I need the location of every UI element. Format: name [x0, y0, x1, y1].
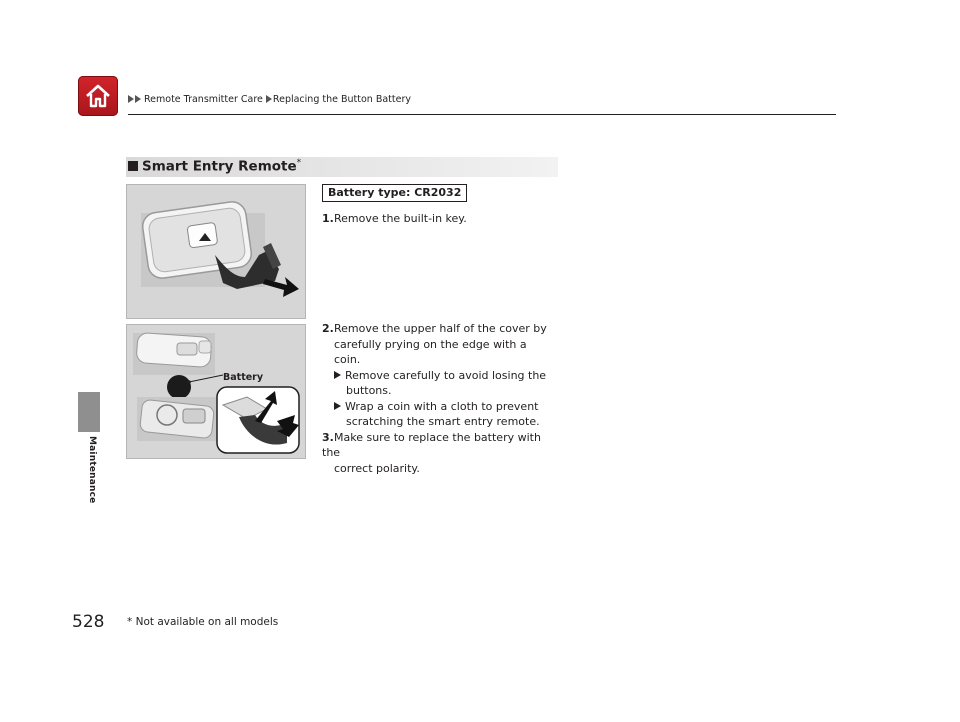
page-number: 528: [72, 612, 105, 632]
remove-key-illustration: [126, 184, 306, 319]
breadcrumb-arrow-icon: [128, 95, 134, 103]
battery-type-box: Battery type: CR2032: [322, 184, 467, 202]
square-bullet-icon: [128, 161, 138, 171]
battery-callout-label: Battery: [223, 372, 264, 383]
step-text: carefully prying on the edge with a coin.: [334, 337, 527, 366]
step-number: 2.: [322, 322, 334, 335]
step-number: 1.: [322, 212, 334, 225]
section-title-text: Smart Entry Remote: [142, 158, 297, 175]
open-cover-illustration: [126, 324, 306, 459]
step-2: [322, 321, 552, 476]
chapter-label: Maintenance: [87, 436, 97, 504]
breadcrumb-arrow-icon: [135, 95, 141, 103]
step-3: [322, 430, 552, 461]
chapter-tab[interactable]: [78, 392, 100, 432]
breadcrumb-arrow-icon: [266, 95, 272, 103]
note-text: buttons.: [346, 384, 392, 397]
note-arrow-icon: [334, 402, 341, 410]
step-text: Make sure to replace the battery with the: [322, 430, 541, 459]
breadcrumb-item-replacing-battery[interactable]: Replacing the Button Battery: [272, 94, 411, 105]
step-note: [322, 368, 552, 399]
step-text: Remove the built-in key.: [334, 212, 467, 225]
breadcrumb-item-remote-transmitter-care[interactable]: Remote Transmitter Care: [144, 94, 263, 105]
note-text: scratching the smart entry remote.: [346, 415, 540, 428]
step-1: [322, 211, 552, 227]
breadcrumb: [128, 94, 411, 105]
note-arrow-icon: [334, 371, 341, 379]
home-button[interactable]: [78, 76, 118, 116]
header-rule: [128, 114, 836, 115]
step-number: 3.: [322, 430, 334, 444]
footnote-marker[interactable]: *: [296, 158, 302, 168]
note-text: Remove carefully to avoid losing the: [345, 368, 547, 382]
note-text: Wrap a coin with a cloth to prevent: [345, 399, 539, 413]
step-note: [322, 399, 552, 430]
footnote: * Not available on all models: [127, 616, 279, 628]
step-text: correct polarity.: [334, 461, 420, 475]
home-icon: [83, 81, 113, 111]
section-title: [128, 158, 301, 175]
step-text: Remove the upper half of the cover by: [334, 322, 547, 335]
